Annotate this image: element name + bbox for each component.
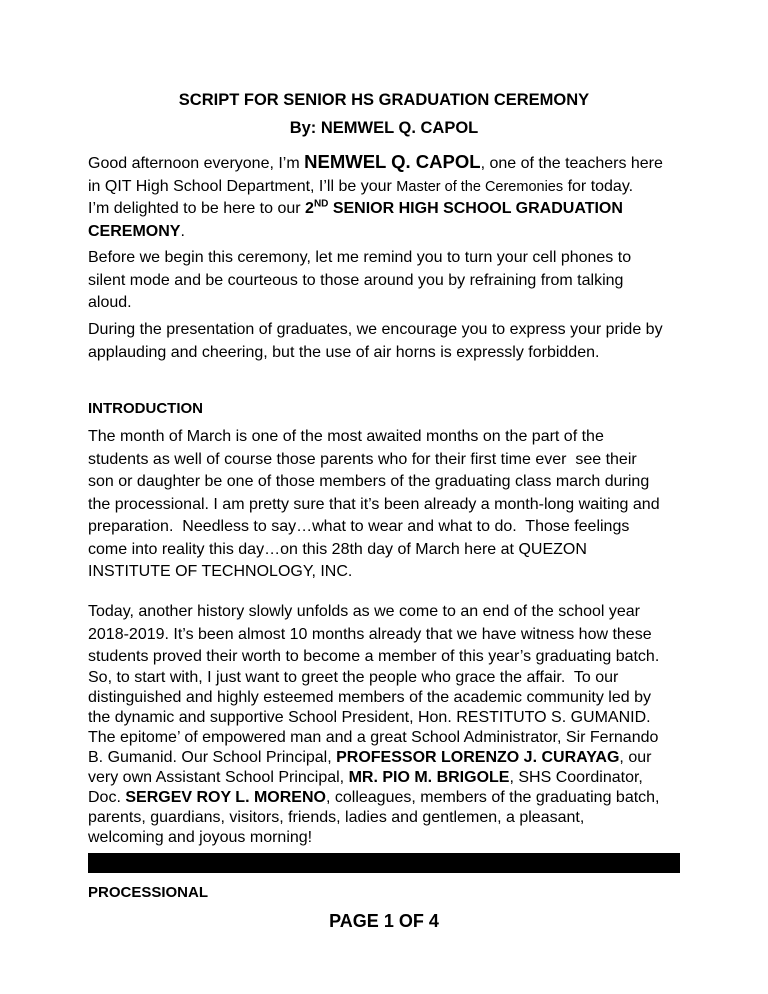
text-segment: the processional. I am pretty sure that it’s been already a month-long waiting and xyxy=(88,495,660,513)
text-line xyxy=(88,539,688,562)
text-line xyxy=(88,668,688,688)
text-segment: for today. xyxy=(563,177,634,195)
processional-heading: PROCESSIONAL xyxy=(88,884,209,901)
text-line xyxy=(88,788,688,808)
text-line xyxy=(88,688,688,708)
text-segment: B. Gumanid. Our School Principal, xyxy=(88,749,337,766)
text-line xyxy=(88,516,688,539)
text-line xyxy=(88,247,688,270)
bold-text: NEMWEL Q. CAPOL xyxy=(304,151,481,172)
presentation-paragraph xyxy=(88,319,688,364)
text-line xyxy=(88,828,688,848)
text-segment: The month of March is one of the most awaited months on the part of the xyxy=(88,428,604,445)
reminder-paragraph xyxy=(88,247,688,315)
text-line xyxy=(88,646,688,669)
document-title: SCRIPT FOR SENIOR HS GRADUATION CEREMONY xyxy=(178,91,590,109)
page-number: PAGE 1 OF 4 xyxy=(329,911,439,931)
bold-text: 2 xyxy=(305,200,314,217)
bold-text: SENIOR HIGH SCHOOL GRADUATION xyxy=(328,200,623,217)
text-segment: come into reality this day…on this 28th day of March here at QUEZON xyxy=(88,540,587,558)
black-divider-bar xyxy=(88,853,680,873)
text-segment: INSTITUTE OF TECHNOLOGY, INC. xyxy=(88,563,353,580)
delighted-paragraph xyxy=(88,198,688,243)
text-segment: very own Assistant School Principal, xyxy=(88,769,349,786)
history-paragraph xyxy=(88,601,688,669)
bold-text: PROFESSOR LORENZO J. CURAYAG xyxy=(336,749,620,766)
text-line xyxy=(88,624,688,647)
text-line xyxy=(88,708,688,728)
greeting-dignitaries-paragraph xyxy=(88,668,688,848)
text-line xyxy=(88,768,688,788)
text-segment: son or daughter be one of those members of the graduating class march during xyxy=(88,473,650,490)
text-segment: preparation. Needless to say…what to wear and what to do. Those feelings xyxy=(88,518,630,535)
introduction-heading: INTRODUCTION xyxy=(88,400,203,417)
text-segment: Master of the Ceremonies xyxy=(396,178,564,195)
text-segment: welcoming and joyous morning! xyxy=(88,829,313,846)
text-segment: in QIT High School Department, I’ll be your xyxy=(88,177,397,195)
text-line xyxy=(88,808,688,828)
text-segment: Good afternoon everyone, I’m xyxy=(88,155,305,172)
text-segment: , colleagues, members of the graduating batch, xyxy=(325,789,660,806)
text-segment: I’m delighted to be here to our xyxy=(88,200,306,217)
text-segment: 2018-2019. It’s been almost 10 months already that we have witness how these xyxy=(88,625,652,643)
text-segment: silent mode and be courteous to those around you by refraining from talking xyxy=(88,271,624,289)
text-segment: , SHS Coordinator, xyxy=(509,769,643,786)
greeting-paragraph xyxy=(88,151,688,198)
text-line xyxy=(88,471,688,494)
text-segment: the dynamic and supportive School President, Hon. RESTITUTO S. GUMANID. xyxy=(88,709,651,726)
author-byline: By: NEMWEL Q. CAPOL xyxy=(289,119,479,137)
text-line xyxy=(88,270,688,293)
bold-text: CEREMONY xyxy=(88,222,181,240)
text-line xyxy=(88,221,688,244)
text-segment: Today, another history slowly unfolds as we come to an end of the school year xyxy=(88,603,641,620)
text-line xyxy=(88,561,688,584)
bold-text: SERGEV ROY L. MORENO xyxy=(125,789,326,806)
text-line xyxy=(88,449,688,472)
text-line xyxy=(88,494,688,517)
text-segment: , our xyxy=(619,749,652,766)
text-segment: So, to start with, I just want to greet the people who grace the affair. To our xyxy=(88,669,619,686)
text-line xyxy=(88,198,688,221)
text-line xyxy=(88,342,688,365)
text-segment: distinguished and highly esteemed members of the academic community led by xyxy=(88,689,651,706)
text-line xyxy=(88,151,688,176)
text-segment: During the presentation of graduates, we encourage you to express your pride by xyxy=(88,321,663,338)
text-segment: Before we begin this ceremony, let me remind you to turn your cell phones to xyxy=(88,249,632,266)
text-line xyxy=(88,292,688,315)
text-segment: . xyxy=(180,222,185,240)
text-segment: The epitome’ of empowered man and a great School Administrator, Sir Fernando xyxy=(88,729,659,746)
text-line xyxy=(88,426,688,449)
text-line xyxy=(88,728,688,748)
text-line xyxy=(88,176,688,199)
text-segment: , one of the teachers here xyxy=(480,155,663,172)
text-line xyxy=(88,319,688,342)
text-segment: applauding and cheering, but the use of air horns is expressly forbidden. xyxy=(88,343,600,361)
text-segment: Doc. xyxy=(88,789,126,806)
bold-text: MR. PIO M. BRIGOLE xyxy=(348,769,510,786)
text-line xyxy=(88,601,688,624)
text-segment: parents, guardians, visitors, friends, ladies and gentlemen, a pleasant, xyxy=(88,809,585,826)
text-line xyxy=(88,748,688,768)
text-segment: aloud. xyxy=(88,294,132,311)
intro-paragraph xyxy=(88,426,688,584)
text-segment: students proved their worth to become a member of this year’s graduating batch. xyxy=(88,648,660,665)
text-segment: ND xyxy=(313,198,329,210)
text-segment: students as well of course those parents who for their first time ever see their xyxy=(88,450,637,468)
